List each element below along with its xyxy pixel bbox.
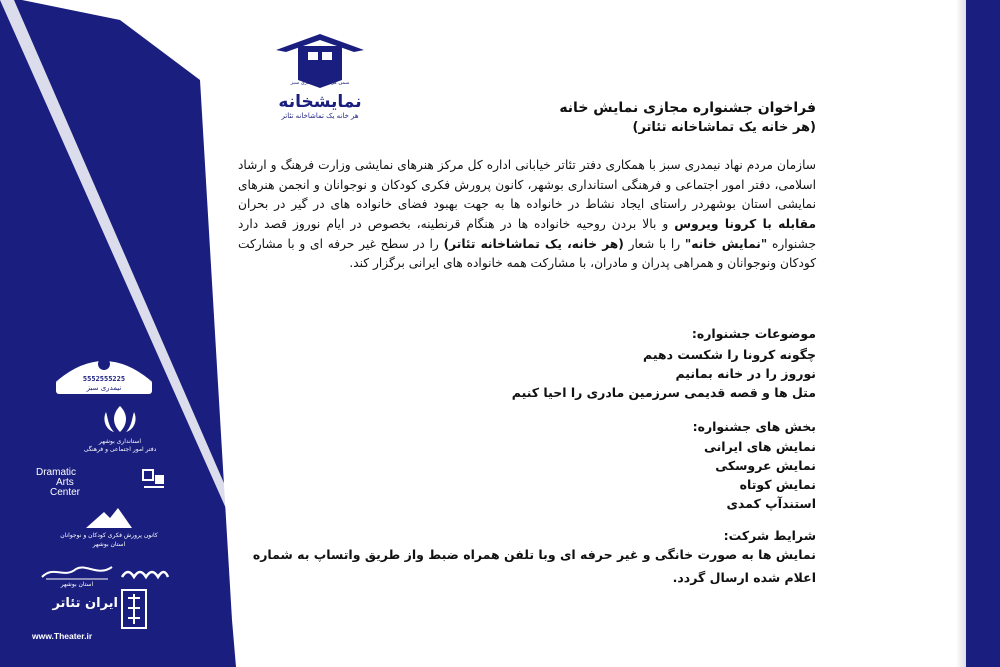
ostandari-logo xyxy=(82,404,158,454)
ostandari-line1: استانداری بوشهر xyxy=(98,438,142,445)
dac-line1: Dramatic xyxy=(36,467,77,478)
section-item: نمایش عروسکی xyxy=(715,458,816,473)
website-url: www.Theater.ir xyxy=(32,631,93,641)
kanoon-line2: استان بوشهر xyxy=(92,541,126,548)
conditions-text: نمایش ها به صورت خانگی و غیر حرفه ای وبا تلفن همراه ضبط واز طریق واتساپ به شماره اعلام شده ارسال گردد. xyxy=(252,547,816,585)
bird-icon xyxy=(84,506,134,530)
nimdari-code: 5552555225 xyxy=(82,375,126,383)
logo-tagline: هر خانه یک تماشاخانه تئاتر xyxy=(281,112,359,120)
topic-item: نوروز را در خانه بمانیم xyxy=(675,366,816,381)
theater-column-icon xyxy=(120,588,148,630)
calligraphy-icon xyxy=(40,563,114,581)
intro-part-d: را در سطح غیر حرفه ای و با مشارکت کودکان ونوجوانان و همراهی پدران و مادران، با مشارکت همه خانواده های ایرانی برگزار کند. xyxy=(238,236,816,271)
conditions-heading: شرایط شرکت: xyxy=(723,528,816,543)
topic-item: چگونه کرونا را شکست دهیم xyxy=(643,347,816,362)
kanoon-line1: کانون پرورش فکری کودکان و نوجوانان xyxy=(60,532,158,539)
dac-line2: Arts xyxy=(56,477,74,488)
topics-heading: موضوعات جشنواره: xyxy=(691,326,816,341)
intro-part-a: سازمان مردم نهاد نیمدری سبز با همکاری دفتر تئاتر خیابانی اداره کل مرکز هنرهای نمایشی وزارت فرهنگ و ارشاد اسلامی، دفتر امور اجتماعی و فرهنگی استانداری بوشهر، کانون پرورش فکری کودکان و نوجوانان و انجمن هنرهای نمایشی استان بوشهردر راستای ایجاد نشاط در خانواده ها به جهت بهبود فضای خانواده های در گیر در بحران xyxy=(238,158,816,212)
kanoon-logo xyxy=(54,506,164,554)
iran-theater-name: ایران تئاتر xyxy=(52,596,118,611)
nimdari-label: نیمدری سبز xyxy=(86,384,122,392)
topic-item: متل ها و قصه قدیمی سرزمین مادری را احیا کنیم xyxy=(511,385,816,400)
nimdari-sabz-logo xyxy=(54,350,154,396)
intro-part-c: را با شعار xyxy=(628,236,681,251)
iran-theater-logo xyxy=(32,584,172,644)
section-item: استندآپ کمدی xyxy=(726,496,816,511)
intro-bold-3: (هر خانه، یک تماشاخانه تئاتر) xyxy=(443,236,624,251)
intro-bold-2: "نمایش خانه" xyxy=(684,236,768,251)
section-item: نمایش کوتاه xyxy=(739,477,816,492)
sections-heading: بخش های جشنواره: xyxy=(692,419,816,434)
document-subtitle: (هر خانه یک تماشاخانه تئاتر) xyxy=(632,120,816,135)
iran-emblem-icon xyxy=(82,404,158,434)
intro-bold-1: مقابله با کرونا ویروس xyxy=(674,216,816,231)
wave-mark-icon xyxy=(120,567,170,581)
namayeshkhaneh-logo xyxy=(268,30,372,122)
dramatic-arts-center-logo xyxy=(36,467,166,497)
right-navy-strip xyxy=(966,0,1000,667)
logo-name: نمایشخانه xyxy=(278,92,362,112)
right-shadow xyxy=(956,0,966,667)
document-title: فراخوان جشنواره مجازی نمایش خانه xyxy=(559,100,816,116)
ostandari-line2: دفتر امور اجتماعی و فرهنگی xyxy=(83,446,157,453)
section-item: نمایش های ایرانی xyxy=(703,439,816,454)
intro-paragraph xyxy=(238,156,816,274)
dac-mark-icon xyxy=(142,469,166,491)
intro-part-b: و بالا بردن روحیه خانواده ها در هنگام قرنطینه، بخصوص در ایام نوروز قصد دارد جشنواره xyxy=(238,216,817,251)
logo-top-line: سمن مردم نهاد نیمدری سبز xyxy=(290,80,350,86)
anjoman-line: استان بوشهر xyxy=(60,581,94,588)
dac-line3: Center xyxy=(50,487,81,498)
